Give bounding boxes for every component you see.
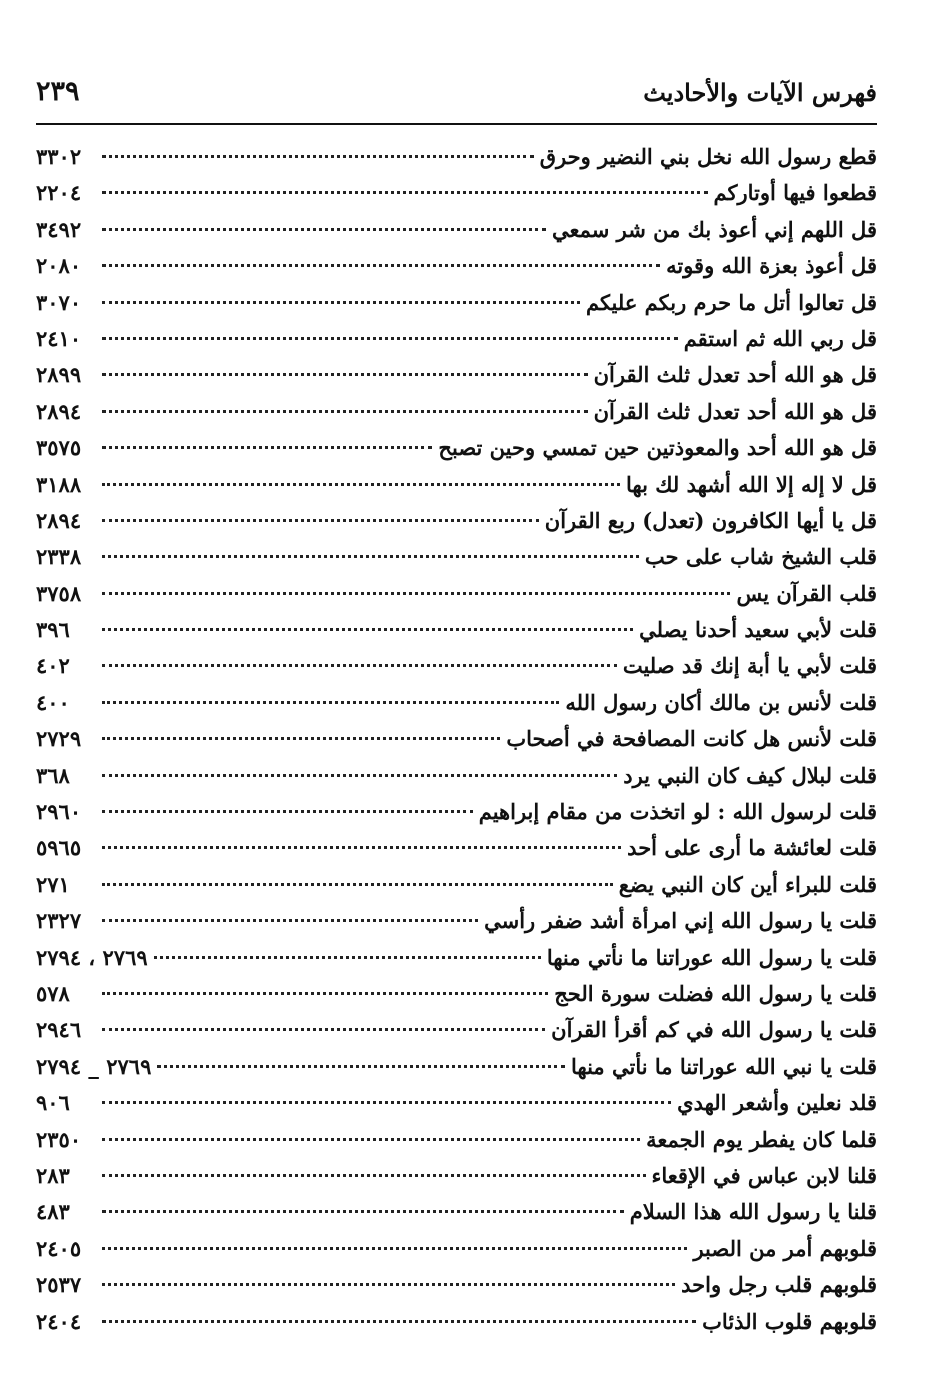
entry-reference: ٢٧١ bbox=[36, 871, 70, 897]
list-item bbox=[36, 321, 877, 357]
entry-text: قلت يا رسول الله في كم أقرأ القرآن bbox=[551, 1017, 877, 1043]
list-item bbox=[36, 1158, 877, 1194]
list-item bbox=[36, 794, 877, 830]
list-item bbox=[36, 721, 877, 757]
list-item bbox=[36, 1049, 877, 1085]
entry-reference: ٢٧٦٩ ، ٢٧٩٤ bbox=[36, 944, 148, 970]
entry-text: قلت لأنس بن مالك أكان رسول الله bbox=[565, 689, 877, 715]
list-item bbox=[36, 1194, 877, 1230]
entry-reference: ٢٤٠٥ bbox=[36, 1235, 82, 1261]
dot-leader bbox=[102, 337, 678, 340]
dot-leader bbox=[102, 301, 580, 304]
list-item bbox=[36, 685, 877, 721]
entry-text: قلما كان يفطر يوم الجمعة bbox=[646, 1126, 877, 1152]
entry-text: قل هو الله أحد تعدل ثلث القرآن bbox=[593, 362, 877, 388]
entry-reference: ٢٤١٠ bbox=[36, 325, 82, 351]
entry-text: قلب الشيخ شاب على حب bbox=[644, 544, 877, 570]
entry-text: قل تعالوا أتل ما حرم ربكم عليكم bbox=[585, 289, 877, 315]
list-item bbox=[36, 139, 877, 175]
list-item bbox=[36, 467, 877, 503]
dot-leader bbox=[154, 956, 541, 959]
dot-leader bbox=[102, 1247, 687, 1250]
dot-leader bbox=[102, 519, 539, 522]
header-divider bbox=[36, 123, 877, 125]
page-title: فهرس الآيات والأحاديث bbox=[643, 78, 877, 107]
entry-reference: ٤٨٣ bbox=[36, 1199, 70, 1225]
list-item bbox=[36, 903, 877, 939]
dot-leader bbox=[102, 1028, 545, 1031]
entry-text: قل هو الله أحد تعدل ثلث القرآن bbox=[593, 398, 877, 424]
entry-text: قطعوا فيها أوتاركم bbox=[713, 180, 877, 206]
entry-reference: ٢٠٨٠ bbox=[36, 253, 82, 279]
list-item bbox=[36, 1012, 877, 1048]
entry-reference: ٢٨٩٤ bbox=[36, 398, 82, 424]
dot-leader bbox=[157, 1065, 565, 1068]
entry-reference: ٥٩٦٥ bbox=[36, 835, 82, 861]
entry-reference: ٣٤٩٢ bbox=[36, 216, 82, 242]
list-item bbox=[36, 867, 877, 903]
entry-text: قلوبهم قلوب الذئاب bbox=[702, 1308, 877, 1334]
entry-reference: ٩٠٦ bbox=[36, 1090, 70, 1116]
entry-text: قطع رسول الله نخل بني النضير وحرق bbox=[539, 144, 877, 169]
entry-text: قلت لأنس هل كانت المصافحة في أصحاب bbox=[506, 726, 877, 752]
entry-reference: ٢٥٣٧ bbox=[36, 1272, 82, 1298]
dot-leader bbox=[102, 992, 548, 995]
entry-text: قل لا إله إلا الله أشهد لك بها bbox=[626, 471, 877, 497]
entry-reference: ٢٣٥٠ bbox=[36, 1126, 82, 1152]
entry-reference: ٢٩٤٦ bbox=[36, 1017, 82, 1043]
entry-reference: ٣٣٠٢ bbox=[36, 144, 82, 169]
entry-text: قلت لعائشة ما أرى على أحد bbox=[627, 835, 877, 861]
entry-reference: ٢٨٩٤ bbox=[36, 507, 82, 533]
entry-reference: ٢٨٩٩ bbox=[36, 362, 82, 388]
entry-text: قلت للبراء أين كان النبي يضع bbox=[618, 871, 877, 897]
list-item bbox=[36, 1267, 877, 1303]
entry-text: قل يا أيها الكافرون (تعدل) ربع القرآن bbox=[544, 507, 877, 533]
dot-leader bbox=[102, 628, 633, 631]
entry-text: قلنا لابن عباس في الإقعاء bbox=[651, 1162, 877, 1188]
dot-leader bbox=[102, 592, 730, 595]
entry-text: قلت يا رسول الله عوراتنا ما نأتي منها bbox=[546, 944, 877, 970]
list-item bbox=[36, 357, 877, 393]
list-item bbox=[36, 940, 877, 976]
dot-leader bbox=[102, 701, 559, 704]
entry-reference: ٣٦٨ bbox=[36, 762, 70, 788]
page-header bbox=[36, 70, 877, 120]
list-item bbox=[36, 285, 877, 321]
dot-leader bbox=[102, 1283, 675, 1286]
entry-reference: ٣٧٥٨ bbox=[36, 580, 82, 606]
list-item bbox=[36, 248, 877, 284]
entry-text: قل اللهم إني أعوذ بك من شر سمعي bbox=[551, 216, 877, 242]
dot-leader bbox=[102, 555, 639, 558]
entry-text: قلت يا رسول الله إني امرأة أشد ضفر رأسي bbox=[484, 908, 877, 934]
list-item bbox=[36, 539, 877, 575]
dot-leader bbox=[102, 155, 534, 158]
dot-leader bbox=[102, 1174, 646, 1177]
entry-reference: ٢٩٦٠ bbox=[36, 799, 82, 825]
list-item bbox=[36, 758, 877, 794]
entry-reference: ٢٣٢٧ bbox=[36, 908, 82, 934]
entry-text: قلت يا رسول الله فضلت سورة الحج bbox=[554, 980, 877, 1006]
entry-reference: ٢٣٣٨ bbox=[36, 544, 82, 570]
list-item bbox=[36, 1304, 877, 1340]
dot-leader bbox=[102, 410, 588, 413]
dot-leader bbox=[102, 919, 478, 922]
entry-text: قلت لأبي سعيد أحدنا يصلي bbox=[639, 617, 877, 643]
entry-reference: ٢٧٢٩ bbox=[36, 726, 82, 752]
entry-text: قل ربي الله ثم استقم bbox=[683, 325, 877, 351]
dot-leader bbox=[102, 810, 473, 813]
dot-leader bbox=[102, 883, 613, 886]
entry-reference: ٣١٨٨ bbox=[36, 471, 82, 497]
entry-text: قلوبهم أمر من الصبر bbox=[693, 1235, 877, 1261]
dot-leader bbox=[102, 264, 660, 267]
entry-text: قلوبهم قلب رجل واحد bbox=[681, 1272, 877, 1298]
list-item bbox=[36, 212, 877, 248]
dot-leader bbox=[102, 483, 620, 486]
entry-reference: ٢٢٠٤ bbox=[36, 180, 82, 206]
entry-text: قل أعوذ بعزة الله وقوته bbox=[666, 253, 877, 279]
entry-reference: ٢٨٣ bbox=[36, 1162, 70, 1188]
list-item bbox=[36, 576, 877, 612]
index-list bbox=[36, 139, 877, 1340]
entry-text: قلب القرآن يس bbox=[736, 580, 877, 606]
dot-leader bbox=[102, 664, 617, 667]
dot-leader bbox=[102, 446, 432, 449]
entry-reference: ٤٠٢ bbox=[36, 653, 70, 679]
entry-text: قلت لأبي يا أبة إنك قد صليت bbox=[622, 653, 877, 679]
list-item bbox=[36, 648, 877, 684]
dot-leader bbox=[102, 1210, 624, 1213]
page-number: ٢٣٩ bbox=[36, 76, 80, 107]
list-item bbox=[36, 1231, 877, 1267]
list-item bbox=[36, 394, 877, 430]
list-item bbox=[36, 1122, 877, 1158]
list-item bbox=[36, 612, 877, 648]
entry-text: قل هو الله أحد والمعوذتين حين تمسي وحين تصبح bbox=[438, 435, 877, 461]
entry-text: قلت لبلال كيف كان النبي يرد bbox=[623, 762, 877, 788]
entry-reference: ٥٧٨ bbox=[36, 980, 70, 1006]
dot-leader bbox=[102, 1138, 640, 1141]
list-item bbox=[36, 830, 877, 866]
list-item bbox=[36, 430, 877, 466]
entry-reference: ٣٠٧٠ bbox=[36, 289, 82, 315]
entry-reference: ٤٠٠ bbox=[36, 689, 70, 715]
entry-text: قلنا يا رسول الله هذا السلام bbox=[629, 1199, 877, 1225]
entry-reference: ٢٧٦٩ _ ٢٧٩٤ bbox=[36, 1053, 152, 1079]
dot-leader bbox=[102, 737, 500, 740]
dot-leader bbox=[102, 1320, 696, 1323]
entry-text: قلت يا نبي الله عوراتنا ما نأتي منها bbox=[571, 1053, 877, 1079]
entry-reference: ٢٤٠٤ bbox=[36, 1308, 82, 1334]
dot-leader bbox=[102, 1101, 671, 1104]
dot-leader bbox=[102, 191, 708, 194]
dot-leader bbox=[102, 846, 621, 849]
dot-leader bbox=[102, 373, 588, 376]
dot-leader bbox=[102, 774, 617, 777]
entry-reference: ٣٩٦ bbox=[36, 617, 70, 643]
list-item bbox=[36, 175, 877, 211]
list-item bbox=[36, 1085, 877, 1121]
list-item bbox=[36, 976, 877, 1012]
entry-text: قلد نعلين وأشعر الهدي bbox=[677, 1090, 877, 1116]
dot-leader bbox=[102, 228, 546, 231]
entry-text: قلت لرسول الله : لو اتخذت من مقام إبراهيم bbox=[478, 799, 877, 825]
entry-reference: ٣٥٧٥ bbox=[36, 435, 82, 461]
list-item bbox=[36, 503, 877, 539]
